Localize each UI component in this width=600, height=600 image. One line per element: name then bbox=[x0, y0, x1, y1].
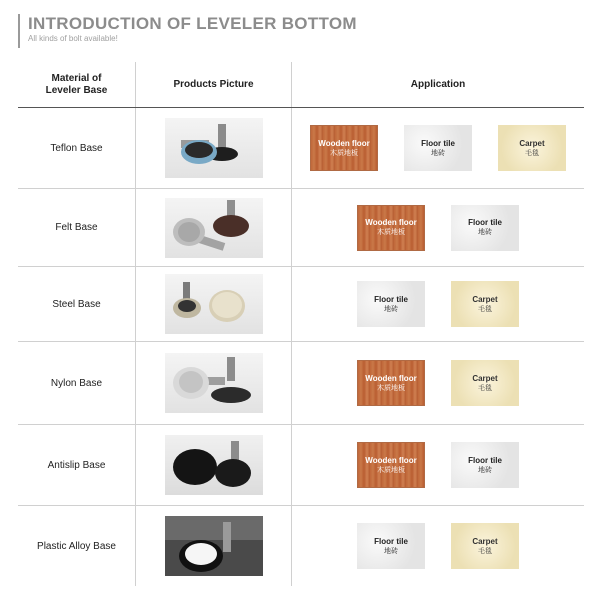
table-row bbox=[18, 189, 584, 267]
app-label-cn: 毛毯 bbox=[478, 305, 492, 313]
app-label-cn: 地砖 bbox=[384, 305, 398, 313]
product-photo bbox=[165, 274, 263, 334]
floor-tile-tile bbox=[451, 205, 519, 251]
application-cell bbox=[292, 108, 584, 188]
carpet-tile bbox=[451, 523, 519, 569]
app-label-cn: 木质地板 bbox=[377, 466, 405, 474]
nylon-leveler-image bbox=[165, 353, 263, 413]
table-row bbox=[18, 108, 584, 189]
app-label: Wooden floor bbox=[318, 138, 370, 148]
app-label: Floor tile bbox=[374, 536, 408, 546]
app-label: Wooden floor bbox=[365, 218, 417, 227]
app-label-cn: 毛毯 bbox=[478, 384, 492, 392]
product-photo bbox=[165, 118, 263, 178]
table-row bbox=[18, 425, 584, 506]
table-row bbox=[18, 342, 584, 425]
carpet-tile bbox=[451, 281, 519, 327]
carpet-tile bbox=[451, 360, 519, 406]
table-row bbox=[18, 267, 584, 342]
product-picture-cell bbox=[136, 425, 292, 505]
header-application: Application bbox=[410, 78, 466, 90]
floor-tile-tile bbox=[404, 125, 472, 171]
product-picture-cell bbox=[136, 189, 292, 266]
page-header bbox=[18, 14, 357, 48]
header-picture: Products Picture bbox=[136, 62, 292, 107]
leveler-table bbox=[18, 62, 584, 586]
floor-tile-tile bbox=[451, 442, 519, 488]
app-label: Wooden floor bbox=[365, 455, 417, 465]
app-label-cn: 木质地板 bbox=[377, 384, 405, 392]
application-cell bbox=[292, 267, 584, 341]
product-picture-cell bbox=[136, 342, 292, 424]
felt-leveler-image bbox=[165, 198, 263, 258]
wooden-floor-tile bbox=[357, 205, 425, 251]
app-label: Wooden floor bbox=[365, 373, 417, 383]
material-name: Felt Base bbox=[18, 189, 136, 266]
page-title: INTRODUCTION OF LEVELER BOTTOM bbox=[28, 14, 357, 33]
app-label-cn: 毛毯 bbox=[478, 547, 492, 555]
material-name: Nylon Base bbox=[18, 342, 136, 424]
app-label: Floor tile bbox=[468, 218, 502, 227]
carpet-tile bbox=[498, 125, 566, 171]
material-name: Teflon Base bbox=[18, 108, 136, 188]
product-picture-cell bbox=[136, 267, 292, 341]
steel-leveler-image bbox=[165, 274, 263, 334]
header-material bbox=[18, 62, 136, 107]
plastic-alloy-leveler-image bbox=[165, 516, 263, 576]
app-label: Carpet bbox=[472, 536, 498, 546]
teflon-leveler-image bbox=[165, 118, 263, 178]
app-label-cn: 木质地板 bbox=[377, 229, 405, 236]
table-header-row bbox=[18, 62, 584, 108]
table-row bbox=[18, 506, 584, 586]
app-label: Carpet bbox=[472, 294, 498, 304]
product-photo bbox=[165, 198, 263, 258]
material-name: Steel Base bbox=[18, 267, 136, 341]
app-label-cn: 地砖 bbox=[431, 149, 445, 157]
app-label-cn: 地砖 bbox=[384, 547, 398, 555]
page-subtitle: All kinds of bolt available! bbox=[28, 34, 118, 43]
header-material-line2: Leveler Base bbox=[45, 84, 108, 96]
wooden-floor-tile bbox=[357, 442, 425, 488]
app-label: Carpet bbox=[472, 373, 498, 383]
application-cell bbox=[292, 342, 584, 424]
app-label: Floor tile bbox=[421, 138, 455, 148]
app-label: Carpet bbox=[519, 138, 545, 148]
antislip-leveler-image bbox=[165, 435, 263, 495]
product-picture-cell bbox=[136, 108, 292, 188]
floor-tile-tile bbox=[357, 523, 425, 569]
floor-tile-tile bbox=[357, 281, 425, 327]
application-cell bbox=[292, 506, 584, 586]
wooden-floor-tile bbox=[357, 360, 425, 406]
material-name: Plastic Alloy Base bbox=[18, 506, 136, 586]
app-label: Floor tile bbox=[468, 455, 502, 465]
app-label-cn: 木质地板 bbox=[330, 149, 358, 157]
material-name: Antislip Base bbox=[18, 425, 136, 505]
wooden-floor-tile bbox=[310, 125, 378, 171]
application-cell bbox=[292, 189, 584, 266]
header-material-line1: Material of bbox=[51, 72, 102, 84]
product-photo bbox=[165, 353, 263, 413]
application-cell bbox=[292, 425, 584, 505]
app-label-cn: 毛毯 bbox=[525, 149, 539, 157]
product-photo bbox=[165, 435, 263, 495]
app-label: Floor tile bbox=[374, 294, 408, 304]
app-label-cn: 地砖 bbox=[478, 229, 492, 236]
product-photo bbox=[165, 516, 263, 576]
app-label-cn: 地砖 bbox=[478, 466, 492, 474]
product-picture-cell bbox=[136, 506, 292, 586]
